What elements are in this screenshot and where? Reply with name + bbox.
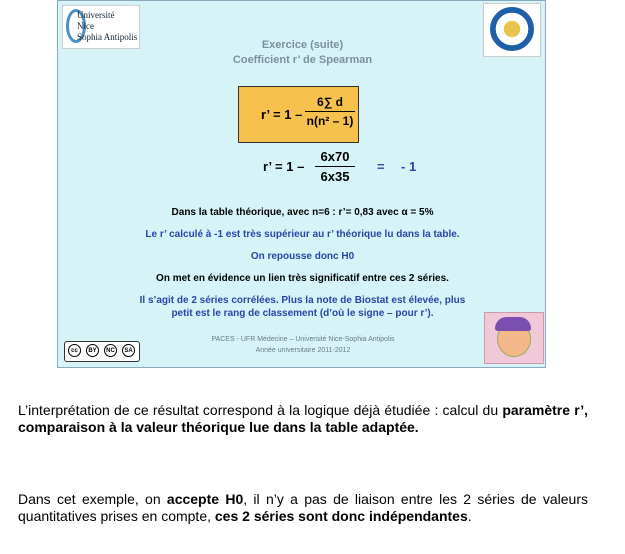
slide-line-correlated-a: Il s’agit de 2 séries corrélées. Plus la note de Biostat est élevée, plus — [139, 295, 466, 306]
slide-title: Exercice (suite) — [261, 39, 344, 51]
formula2-result: - 1 — [401, 159, 417, 174]
formula1-denominator: n(n² – 1) — [306, 114, 354, 128]
footer-line-1: PACES - UFR Médecine – Université Nice-Sophia Antipolis — [211, 336, 395, 343]
paragraph1-bold: paramètre r’, comparaison à la valeur théorique lue dans la table adaptée. — [18, 402, 588, 435]
formula2 — [263, 149, 463, 189]
cc-icon: cc — [68, 344, 81, 357]
formula1-fraction — [305, 95, 355, 128]
slide-line-table: Dans la table théorique, avec n=6 : r’= 0,83 avec α = 5% — [171, 207, 434, 218]
paragraph2-text-a: Dans cet exemple, on — [18, 491, 167, 507]
paragraph-interpretation — [18, 402, 588, 436]
formula1-lhs: r’ = 1 – — [261, 107, 303, 122]
formula2-lhs: r’ = 1 – — [263, 159, 305, 174]
slide-line-correlated-b: petit est le rang de classement (d’où le signe – pour r’). — [171, 308, 434, 319]
formula2-equals: = — [377, 159, 385, 174]
formula2-numerator: 6x70 — [320, 149, 350, 164]
cartoon-illustration — [484, 312, 544, 364]
slide-line-link: On met en évidence un lien très significatif entre ces 2 séries. — [156, 273, 449, 284]
paragraph2-text-b: , il n’y a pas de liaison entre les 2 séries de valeurs quantitatives prises en compte, — [18, 491, 589, 524]
slide-footer — [198, 334, 408, 356]
formula-box — [238, 86, 359, 143]
slide — [57, 0, 546, 368]
slide-line-reject: On repousse donc H0 — [250, 251, 355, 262]
formula2-fraction — [315, 149, 355, 184]
hair-icon — [495, 317, 531, 331]
paragraph-conclusion — [18, 491, 588, 525]
formula2-denominator: 6x35 — [320, 169, 350, 184]
nc-icon: NC — [104, 344, 117, 357]
slide-subtitle: Coefficient r’ de Spearman — [232, 54, 373, 66]
slide-line-compare: Le r’ calculé à -1 est très supérieur au r’ théorique lu dans la table. — [145, 229, 460, 240]
by-icon: BY — [86, 344, 99, 357]
paragraph1-text: L’interprétation de ce résultat correspond à la logique déjà étudiée : calcul du — [18, 402, 503, 418]
footer-line-2: Année universitaire 2011-2012 — [255, 347, 351, 354]
logo-text: Université Nice Sophia Antipolis — [77, 10, 138, 42]
sa-icon: SA — [122, 344, 135, 357]
paragraph2-bold-b: ces 2 séries sont donc indépendantes — [214, 508, 468, 524]
formula1-numerator: 6∑ d — [317, 95, 343, 109]
paragraph2-text-c: . — [467, 508, 472, 524]
creative-commons-badge — [64, 341, 140, 362]
paragraph2-bold-a: accepte H0 — [166, 491, 244, 507]
